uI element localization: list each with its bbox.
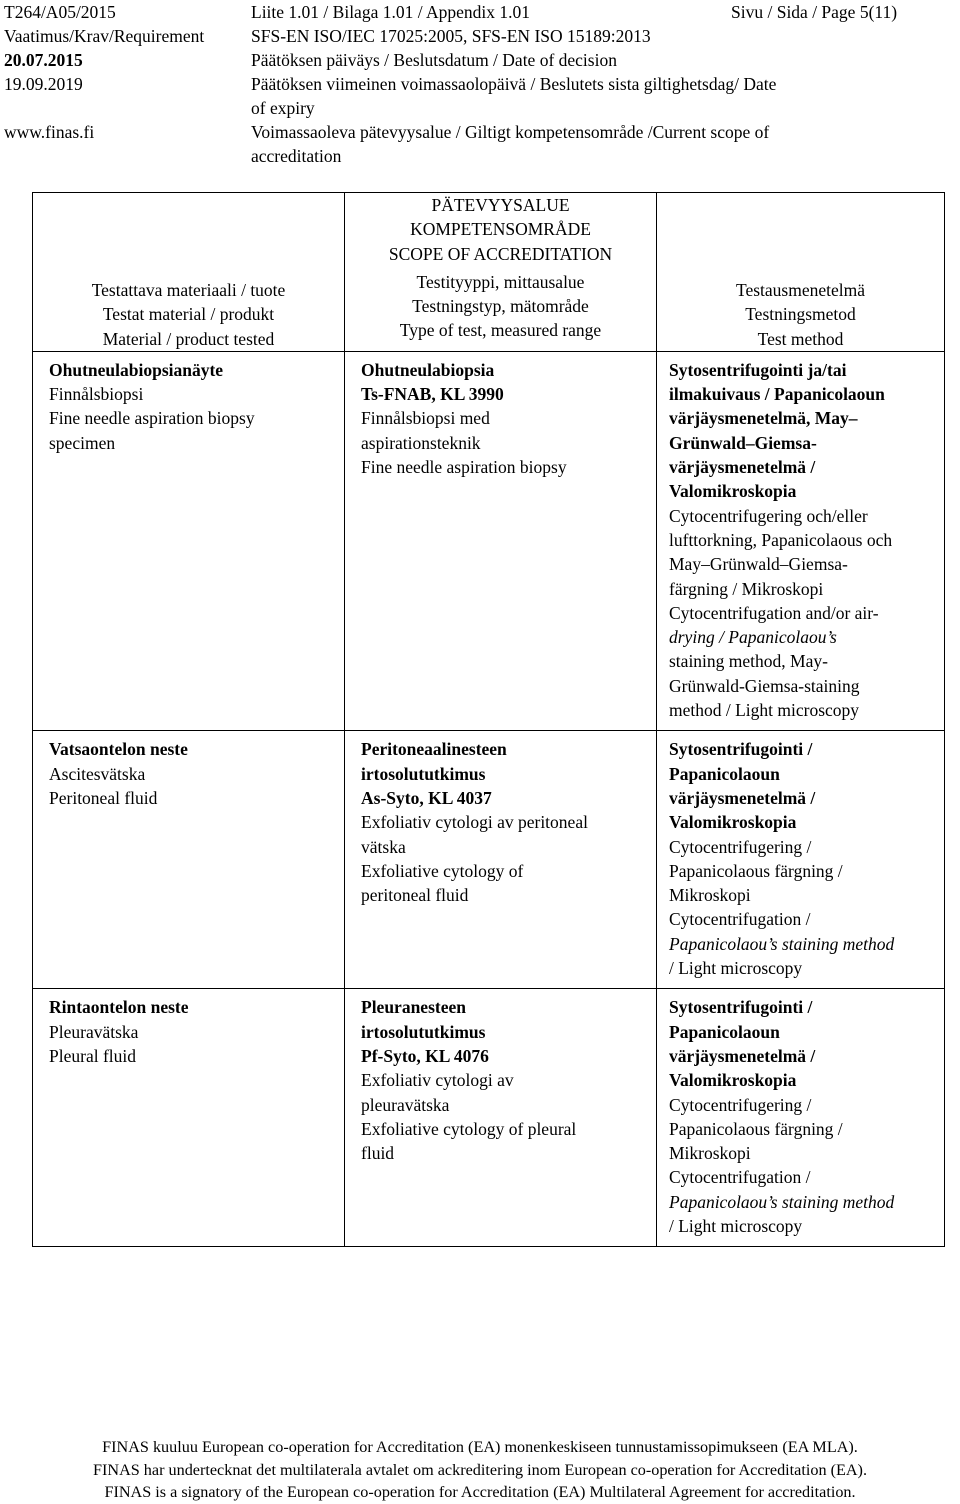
- material-cell: [33, 731, 345, 989]
- method-line: Papanicolaous färgning /: [669, 860, 843, 881]
- material-header-en: Material / product tested: [102, 328, 275, 349]
- material-line: Ascitesvätska: [49, 763, 146, 784]
- material-title: Vatsaontelon neste: [49, 739, 188, 760]
- material-line: Fine needle aspiration biopsy: [49, 408, 255, 429]
- material-line: Pleuravätska: [49, 1021, 139, 1042]
- footer-line-fi: FINAS kuuluu European co-operation for Accreditation (EA) monenkeskiseen tunnustamissopimukseen (EA MLA).: [102, 1438, 858, 1456]
- test-type-header-fi: Testityyppi, mittausalue: [416, 271, 585, 292]
- scope-title-fi: PÄTEVYYSALUE: [431, 195, 570, 215]
- requirement-label: Vaatimus/Krav/Requirement: [4, 26, 205, 46]
- test-line: aspirationsteknik: [361, 432, 481, 453]
- test-line: Exfoliative cytology of pleural: [361, 1118, 577, 1139]
- test-code: Ts-FNAB, KL 3990: [361, 384, 504, 405]
- material-title: Rintaontelon neste: [49, 997, 189, 1018]
- method-line: / Light microscopy: [669, 958, 803, 979]
- method-line: Papanicolaous färgning /: [669, 1118, 843, 1139]
- decision-date: 20.07.2015: [4, 50, 83, 70]
- material-line: specimen: [49, 432, 116, 453]
- expiry-date: 19.09.2019: [4, 74, 83, 94]
- test-title: Ohutneulabiopsia: [361, 359, 495, 380]
- method-bold-line: Papanicolaoun: [669, 1021, 780, 1042]
- method-bold-line: värjäysmenetelmä /: [669, 1045, 816, 1066]
- method-bold-line: ilmakuivaus / Papanicolaoun: [669, 384, 885, 405]
- material-line: Peritoneal fluid: [49, 787, 158, 808]
- scope-label-line2: accreditation: [251, 146, 342, 166]
- method-italic-line: Papanicolaou’s staining method: [669, 1191, 895, 1212]
- table-row: [33, 731, 945, 989]
- test-code: As-Syto, KL 4037: [361, 787, 492, 808]
- test-title: irtosolututkimus: [361, 1021, 486, 1042]
- method-bold-line: Sytosentrifugointi /: [669, 739, 813, 760]
- expiry-label-line1: Päätöksen viimeinen voimassaolopäivä / Beslutets sista giltighetsdag/ Date: [251, 74, 777, 94]
- method-bold-line: Papanicolaoun: [669, 763, 780, 784]
- method-bold-line: Valomikroskopia: [669, 1070, 797, 1091]
- test-line: Exfoliative cytology of: [361, 860, 524, 881]
- test-line: Exfoliativ cytologi av: [361, 1070, 514, 1091]
- method-header-en: Test method: [757, 328, 844, 349]
- method-line: Cytocentrifugation /: [669, 909, 811, 930]
- table-header-row: [33, 193, 945, 352]
- test-title: Pleuranesteen: [361, 997, 466, 1018]
- test-type-header-sv: Testningstyp, mätområde: [412, 296, 589, 317]
- method-cell: [657, 731, 945, 989]
- test-line: Finnålsbiopsi med: [361, 408, 490, 429]
- method-bold-line: Valomikroskopia: [669, 812, 797, 833]
- method-line: Grünwald-Giemsa-staining: [669, 675, 860, 696]
- expiry-label-line2: of expiry: [251, 98, 315, 118]
- expiry-label: [251, 72, 960, 120]
- requirement-value: SFS-EN ISO/IEC 17025:2005, SFS-EN ISO 15189:2013: [251, 26, 651, 46]
- scope-title-en: SCOPE OF ACCREDITATION: [388, 243, 613, 264]
- footer-line-sv: FINAS har undertecknat det multilaterala avtalet om ackreditering inom European co-operation for Accreditation (EA).: [92, 1460, 867, 1479]
- scope-label: [251, 120, 960, 168]
- method-header: [657, 193, 945, 352]
- method-line: Cytocentrifugering /: [669, 1094, 812, 1115]
- method-cell: [657, 351, 945, 730]
- document-header: [0, 0, 960, 168]
- material-cell: [33, 351, 345, 730]
- method-line: May–Grünwald–Giemsa-: [669, 554, 848, 575]
- page-number: Sivu / Sida / Page 5(11): [731, 2, 898, 22]
- method-line: lufttorkning, Papanicolaous och: [669, 529, 893, 550]
- method-line: Mikroskopi: [669, 1143, 751, 1164]
- method-line: färgning / Mikroskopi: [669, 578, 824, 599]
- method-italic-line: drying / Papanicolaou’s: [669, 627, 837, 648]
- test-title: Peritoneaalinesteen: [361, 739, 507, 760]
- test-cell: [345, 731, 657, 989]
- website: www.finas.fi: [4, 122, 95, 142]
- method-line: / Light microscopy: [669, 1215, 803, 1236]
- test-cell: [345, 989, 657, 1247]
- scope-table: [32, 192, 945, 1247]
- footer-line-en: FINAS is a signatory of the European co-operation for Accreditation (EA) Multilateral Agreement for accreditation.: [104, 1483, 856, 1501]
- material-header-fi: Testattava materiaali / tuote: [91, 280, 286, 300]
- method-header-fi: Testausmenetelmä: [735, 280, 865, 300]
- method-italic-line: Papanicolaou’s staining method: [669, 933, 895, 954]
- material-header: [33, 193, 345, 352]
- method-cell: [657, 989, 945, 1247]
- method-bold-line: värjäysmenetelmä /: [669, 457, 816, 478]
- doc-code: T264/A05/2015: [4, 2, 116, 22]
- method-bold-line: Sytosentrifugointi ja/tai: [669, 359, 847, 380]
- test-code: Pf-Syto, KL 4076: [361, 1045, 489, 1066]
- method-line: staining method, May-: [669, 651, 828, 672]
- test-line: Fine needle aspiration biopsy: [361, 457, 567, 478]
- method-header-sv: Testningsmetod: [745, 304, 856, 325]
- table-row: [33, 351, 945, 730]
- test-type-header-en: Type of test, measured range: [399, 320, 602, 341]
- table-row: [33, 989, 945, 1247]
- test-title: irtosolututkimus: [361, 763, 486, 784]
- method-bold-line: värjäysmenetelmä /: [669, 787, 816, 808]
- material-cell: [33, 989, 345, 1247]
- test-line: fluid: [361, 1143, 395, 1164]
- method-line: Cytocentrifugering och/eller: [669, 505, 868, 526]
- method-line: Cytocentrifugering /: [669, 836, 812, 857]
- material-line: Finnålsbiopsi: [49, 384, 144, 405]
- test-line: Exfoliativ cytologi av peritoneal: [361, 812, 588, 833]
- scope-title-sv: KOMPETENSOMRÅDE: [410, 219, 591, 240]
- method-bold-line: Valomikroskopia: [669, 481, 797, 502]
- method-bold-line: Sytosentrifugointi /: [669, 997, 813, 1018]
- test-line: pleuravätska: [361, 1094, 450, 1115]
- test-cell: [345, 351, 657, 730]
- method-bold-line: Grünwald–Giemsa-: [669, 432, 817, 453]
- material-header-sv: Testat material / produkt: [102, 304, 275, 325]
- material-line: Pleural fluid: [49, 1045, 136, 1066]
- scope-label-line1: Voimassaoleva pätevyysalue / Giltigt kompetensområde /Current scope of: [251, 122, 770, 142]
- method-line: Mikroskopi: [669, 885, 751, 906]
- test-type-header: [345, 193, 657, 352]
- footer: [0, 1436, 960, 1504]
- method-line: Cytocentrifugation and/or air-: [669, 602, 879, 623]
- appendix-label: Liite 1.01 / Bilaga 1.01 / Appendix 1.01: [251, 2, 531, 22]
- method-line: method / Light microscopy: [669, 700, 860, 721]
- test-line: vätska: [361, 836, 406, 857]
- method-bold-line: värjäysmenetelmä, May–: [669, 408, 858, 429]
- test-line: peritoneal fluid: [361, 885, 469, 906]
- decision-label: Päätöksen päiväys / Beslutsdatum / Date of decision: [251, 50, 617, 70]
- material-title: Ohutneulabiopsianäyte: [49, 359, 224, 380]
- method-line: Cytocentrifugation /: [669, 1167, 811, 1188]
